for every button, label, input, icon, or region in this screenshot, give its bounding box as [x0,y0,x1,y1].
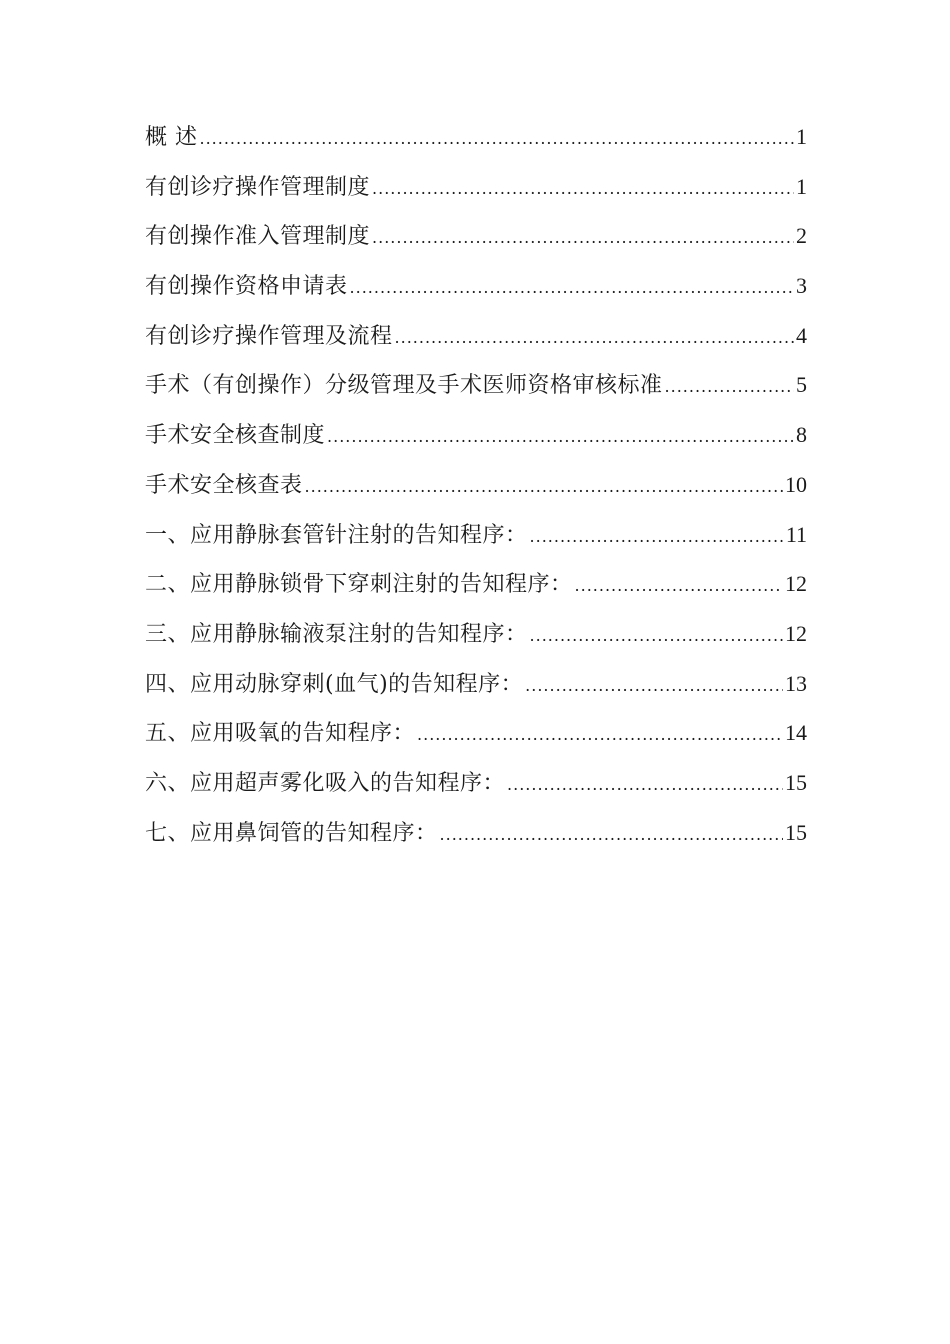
toc-dot-leader [530,611,783,661]
toc-dot-leader [395,313,794,363]
toc-entry-page: 10 [785,471,807,497]
toc-dot-leader [305,462,783,512]
toc-entry-page: 11 [785,521,807,547]
toc-entry-title: 有创操作准入管理制度 [145,224,371,250]
toc-entry-title: 有创操作资格申请表 [145,274,348,300]
toc-dot-leader [440,810,783,860]
toc-entry-title: 手术安全核查制度 [145,423,326,449]
toc-entry[interactable] [145,261,807,311]
toc-entry-page: 1 [796,124,807,149]
toc-dot-leader [417,710,783,760]
toc-entry[interactable] [145,360,807,410]
toc-entry[interactable] [145,559,807,609]
toc-entry[interactable] [145,410,807,460]
toc-entry[interactable] [145,162,807,212]
toc-dot-leader [507,760,783,810]
toc-entry[interactable] [145,609,807,659]
toc-entry-page: 8 [796,422,807,448]
toc-dot-leader [575,561,783,611]
toc-entry-page: 3 [796,273,807,299]
toc-entry-title: 有创诊疗操作管理制度 [145,174,371,200]
toc-entry-page: 15 [785,769,807,795]
toc-entry-title: 一、应用静脉套管针注射的告知程序： [145,522,528,548]
toc-entry-title: 二、应用静脉锁骨下穿刺注射的告知程序： [145,572,573,598]
toc-entry-title: 六、应用超声雾化吸入的告知程序： [145,770,506,796]
toc-dot-leader [372,213,794,263]
toc-entry-title: 七、应用鼻饲管的告知程序： [145,820,438,846]
toc-entry[interactable] [145,211,807,261]
toc-entry[interactable] [145,808,807,858]
toc-dot-leader [350,263,794,313]
toc-entry-page: 13 [785,670,807,696]
toc-entry[interactable] [145,311,807,361]
toc-entry-title: 有创诊疗操作管理及流程 [145,323,393,349]
toc-dot-leader [530,512,784,562]
toc-entry-title: 概 述 [145,125,198,150]
toc-entry[interactable] [145,460,807,510]
toc-entry[interactable] [145,112,807,162]
toc-entry-title: 四、应用动脉穿刺(血气)的告知程序： [145,671,524,697]
toc-entry-title: 手术安全核查表 [145,472,303,498]
toc-entry[interactable] [145,758,807,808]
toc-entry-page: 1 [796,173,807,199]
toc-entry[interactable] [145,510,807,560]
toc-dot-leader [200,114,795,164]
toc-dot-leader [665,362,794,412]
toc-entry-page: 15 [785,819,807,845]
toc-entry-page: 2 [796,223,807,249]
table-of-contents [145,112,807,857]
toc-entry-page: 12 [785,620,807,646]
toc-entry-title: 三、应用静脉输液泵注射的告知程序： [145,621,528,647]
toc-dot-leader [525,661,783,711]
toc-entry-title: 五、应用吸氧的告知程序： [145,721,416,747]
toc-entry-page: 5 [796,372,807,398]
toc-dot-leader [327,412,794,462]
toc-entry[interactable] [145,708,807,758]
toc-entry-page: 12 [785,571,807,597]
toc-dot-leader [372,164,794,214]
toc-entry[interactable] [145,659,807,709]
toc-entry-page: 4 [796,322,807,348]
toc-entry-title: 手术（有创操作）分级管理及手术医师资格审核标准 [145,373,663,399]
toc-entry-page: 14 [785,720,807,746]
